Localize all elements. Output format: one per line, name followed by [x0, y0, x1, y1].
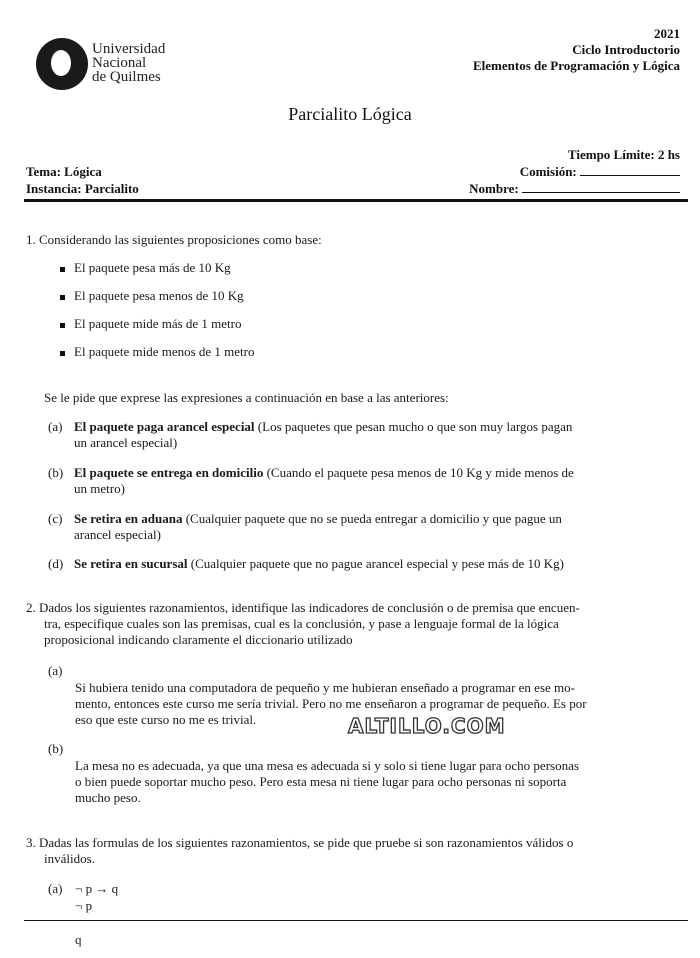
question-1-item-a — [48, 419, 688, 451]
question-2-text: tra, especifique cuales son las premisas, cual es la conclusión, y pase a lenguaje formal de la lógica — [44, 616, 559, 631]
header-divider — [24, 199, 688, 202]
conclusion-divider — [24, 920, 688, 921]
question-2-a-label: (a) — [48, 663, 63, 678]
commission-label: Comisión: — [519, 164, 577, 179]
name-label: Nombre: — [469, 181, 519, 196]
item-text-cont: un metro) — [74, 481, 125, 496]
question-3-intro — [26, 835, 688, 867]
name-field — [469, 181, 680, 197]
list-item — [60, 288, 244, 304]
bullet-icon — [60, 295, 65, 300]
item-label: (a) — [48, 419, 63, 434]
university-name — [92, 42, 165, 84]
question-2-text: proposicional indicando claramente el diccionario utilizado — [44, 632, 353, 647]
question-2-number: 2. — [26, 600, 36, 615]
item-label: (d) — [48, 556, 64, 571]
course-header — [473, 26, 680, 74]
list-item — [60, 260, 231, 276]
item-label: (b) — [48, 465, 64, 480]
question-2-text: Dados los siguientes razonamientos, identifique las indicadores de conclusión o de premisa que encuen- — [39, 600, 580, 615]
course-name: Elementos de Programación y Lógica — [472, 58, 680, 73]
university-logo-icon — [36, 38, 88, 90]
question-2-b-text — [75, 758, 689, 806]
question-3-text: inválidos. — [44, 851, 95, 866]
item-bold: Se retira en aduana — [74, 511, 183, 526]
paragraph-line: o bien puede soportar mucho peso. Pero esta mesa ni tiene lugar para ocho personas ni soporta — [75, 774, 567, 789]
bullet-text: El paquete mide menos de 1 metro — [74, 344, 255, 359]
question-1-item-b — [48, 465, 688, 497]
question-2-intro — [26, 600, 688, 648]
topic: Tema: Lógica — [26, 164, 102, 179]
paragraph-line: Si hubiera tenido una computadora de pequeño y me hubieran enseñado a programar en ese mo- — [75, 680, 575, 695]
question-1-number: 1. — [26, 232, 36, 247]
item-text-cont: arancel especial) — [74, 527, 161, 542]
item-text: (Cuando el paquete pesa menos de 10 Kg y mide menos de — [263, 465, 574, 480]
question-1-ask: Se le pide que exprese las expresiones a continuación en base a las anteriores: — [44, 390, 449, 405]
item-bold: Se retira en sucursal — [74, 556, 188, 571]
bullet-text: El paquete mide más de 1 metro — [74, 316, 242, 331]
question-1-text: Considerando las siguientes proposiciones como base: — [39, 232, 322, 247]
bullet-icon — [60, 267, 65, 272]
item-text: (Cualquier paquete que no se pueda entregar a domicilio y que pague un — [182, 511, 562, 526]
university-name-line3: de Quilmes — [92, 69, 161, 85]
commission-field — [520, 164, 680, 180]
list-item — [60, 316, 242, 332]
university-name-line2: Nacional — [92, 55, 147, 71]
item-bold: El paquete paga arancel especial — [74, 419, 255, 434]
premise-1: ¬ p → q — [75, 881, 119, 896]
course-cycle: Ciclo Introductorio — [572, 42, 680, 57]
question-3-a-label: (a) — [48, 881, 63, 896]
bullet-text: El paquete pesa menos de 10 Kg — [74, 288, 244, 303]
name-blank — [522, 182, 680, 193]
question-2-b-label: (b) — [48, 741, 64, 756]
instance: Instancia: Parcialito — [26, 181, 139, 196]
question-1-item-d — [48, 556, 688, 572]
item-text: (Cualquier paquete que no pague arancel especial y pese más de 10 Kg) — [187, 556, 564, 571]
bullet-text: El paquete pesa más de 10 Kg — [74, 260, 231, 275]
university-name-line1: Universidad — [92, 41, 166, 57]
conclusion: q — [75, 932, 82, 947]
commission-blank — [580, 165, 680, 176]
item-text: (Los paquetes que pesan mucho o que son muy largos pagan — [254, 419, 573, 434]
paragraph-line: mucho peso. — [75, 790, 141, 805]
premise-2: ¬ p — [75, 898, 93, 913]
question-1-item-c — [48, 511, 688, 543]
paragraph-line: mento, entonces este curso me sería trivial. Pero no me enseñaron a programar de pequeño. Es por — [75, 696, 587, 711]
question-1-intro — [26, 232, 322, 248]
watermark: ALTILLO.COM — [348, 714, 506, 738]
paragraph-line: La mesa no es adecuada, ya que una mesa es adecuada si y solo si tiene lugar para ocho personas — [75, 758, 579, 773]
page-title: Parcialito Lógica — [288, 104, 412, 124]
paragraph-line: eso que este curso no me es trivial. — [75, 712, 257, 727]
list-item — [60, 344, 255, 360]
item-label: (c) — [48, 511, 63, 526]
question-3-number: 3. — [26, 835, 36, 850]
item-text-cont: un arancel especial) — [74, 435, 178, 450]
year: 2021 — [654, 26, 680, 41]
item-bold: El paquete se entrega en domicilio — [74, 465, 264, 480]
bullet-icon — [60, 351, 65, 356]
question-3-text: Dadas las formulas de los siguientes razonamientos, se pide que pruebe si son razonamientos válidos o — [39, 835, 574, 850]
bullet-icon — [60, 323, 65, 328]
time-limit: Tiempo Límite: 2 hs — [567, 147, 680, 162]
